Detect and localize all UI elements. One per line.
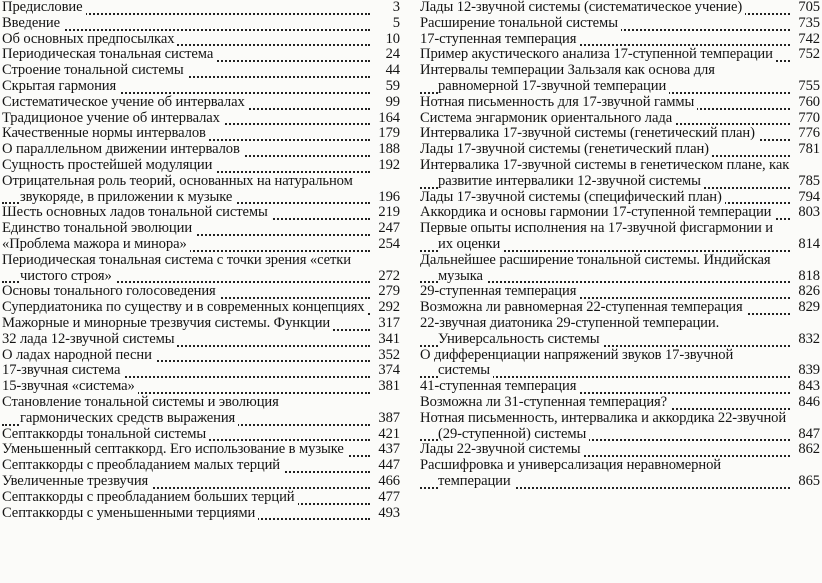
toc-entry-page: 794 (794, 190, 820, 206)
toc-entry (2, 142, 400, 158)
toc-entry-page: 254 (374, 237, 400, 253)
toc-entry-title: Основы тонального голосоведения (2, 283, 219, 299)
toc-entry-page: 317 (374, 316, 400, 332)
toc-entry (420, 95, 820, 111)
toc-entry-title: Предисловие (2, 0, 86, 15)
toc-entry-page: 247 (374, 221, 400, 237)
toc-entry-page: 862 (794, 442, 820, 458)
toc-entry-page: 164 (374, 111, 400, 127)
toc-entry-page: 826 (794, 284, 820, 300)
toc-entry-title: О дифференциации напряжений звуков 17-звучной системы (420, 346, 734, 379)
toc-entry-title: Лады 17-звучной системы (специфический план) (420, 189, 725, 205)
toc-entry-title: Септаккорды с преобладанием больших терций (2, 489, 298, 505)
toc-entry (420, 47, 820, 63)
toc-entry (2, 506, 400, 522)
toc-entry-title: 17-ступенная темперация (420, 31, 579, 47)
toc-entry (420, 395, 820, 411)
toc-entry (420, 126, 820, 142)
toc-entry-title: Систематическое учение об интервалах (2, 94, 248, 110)
toc-entry-page: 846 (794, 395, 820, 411)
toc-entry-title: Интервалика 17-звучной системы (генетический план) (420, 125, 758, 141)
toc-entry-page: 755 (794, 79, 820, 95)
toc-entry-page: 5 (374, 16, 400, 32)
toc-entry-page: 196 (374, 190, 400, 206)
toc-entry-title: 32 лада 12-звучной системы (2, 331, 177, 347)
toc-entry (420, 63, 820, 95)
toc-entry-title: 17-звучная система (2, 362, 123, 378)
toc-entry-title: Увеличенные трезвучия (2, 473, 151, 489)
toc-entry-title: Первые опыты исполнения на 17-звучной фисгармонии и их оценки (420, 220, 773, 252)
toc-entry-title: Септаккорды с уменьшенными терциями (2, 505, 258, 521)
toc-entry-page: 865 (794, 474, 820, 490)
toc-entry-title: Качественные нормы интервалов (2, 125, 209, 141)
toc-entry-title: Введение (2, 15, 63, 31)
toc-entry-page: 59 (374, 79, 400, 95)
toc-entry (2, 16, 400, 32)
toc-entry-title: Аккордика и основы гармонии 17-ступенной темперации (420, 204, 774, 220)
toc-entry (420, 221, 820, 253)
toc-right-column (420, 0, 820, 490)
toc-entry (2, 284, 400, 300)
toc-entry (2, 237, 400, 253)
toc-entry (420, 284, 820, 300)
toc-entry (420, 205, 820, 221)
toc-entry (420, 442, 820, 458)
toc-entry (2, 474, 400, 490)
toc-entry (2, 332, 400, 348)
toc-entry-page: 705 (794, 0, 820, 16)
toc-entry-page: 421 (374, 427, 400, 443)
toc-entry-page: 44 (374, 63, 400, 79)
toc-entry (420, 190, 820, 206)
toc-entry-page: 752 (794, 47, 820, 63)
toc-entry-title: 41-ступенная темперация (420, 378, 579, 394)
toc-entry-page: 847 (794, 427, 820, 443)
toc-entry-page: 477 (374, 490, 400, 506)
toc-entry-title: Лады 22-звучной системы (420, 441, 583, 457)
toc-entry-page: 803 (794, 205, 820, 221)
toc-entry (420, 458, 820, 490)
toc-entry-page: 843 (794, 379, 820, 395)
toc-entry-page: 785 (794, 174, 820, 190)
toc-entry (2, 316, 400, 332)
toc-entry (420, 379, 820, 395)
toc-entry (2, 363, 400, 379)
toc-entry-title: Лады 17-звучной системы (генетический план) (420, 141, 712, 157)
toc-entry-title: Становление тональной системы и эволюция гармонических средств выражения (2, 393, 279, 426)
toc-entry-title: Об основных предпосылках (2, 31, 177, 47)
toc-entry-page: 829 (794, 300, 820, 316)
toc-entry-page: 99 (374, 95, 400, 111)
toc-entry-page: 760 (794, 95, 820, 111)
toc-entry (420, 253, 820, 285)
toc-entry-page: 839 (794, 363, 820, 379)
toc-entry (2, 47, 400, 63)
toc-entry (420, 316, 820, 348)
toc-entry-page: 279 (374, 284, 400, 300)
toc-entry-page: 770 (794, 111, 820, 127)
toc-entry-page: 341 (374, 332, 400, 348)
toc-entry (2, 111, 400, 127)
toc-entry-title: Уменьшенный септаккорд. Его использование в музыке (2, 441, 347, 457)
toc-entry-title: Нотная письменность, интервалика и аккордика 22-звучной (29-ступенной) системы (420, 409, 787, 442)
toc-entry (2, 0, 400, 16)
toc-entry-title: О параллельном движении интервалов (2, 141, 243, 157)
toc-entry (420, 111, 820, 127)
toc-entry (2, 395, 400, 427)
toc-entry-page: 466 (374, 474, 400, 490)
toc-entry-title: Периодическая тональная система (2, 46, 216, 62)
toc-entry-page: 742 (794, 32, 820, 48)
toc-entry-title: Интервалика 17-звучной системы в генетическом плане, как развитие интервалики 12-звучной системы (420, 156, 790, 189)
toc-entry (2, 379, 400, 395)
toc-entry-title: Нотная письменность для 17-звучной гаммы (420, 94, 697, 110)
toc-entry-page: 10 (374, 32, 400, 48)
toc-entry-page: 3 (374, 0, 400, 16)
toc-entry (420, 0, 820, 16)
toc-entry-title: Возможна ли 31-ступенная темперация? (420, 394, 670, 410)
toc-entry (420, 300, 820, 316)
toc-entry-page: 179 (374, 126, 400, 142)
toc-entry-page: 818 (794, 269, 820, 285)
toc-entry-title: Супердиатоника по существу и в современных концепциях (2, 299, 368, 315)
toc-entry-page: 781 (794, 142, 820, 158)
toc-entry (2, 205, 400, 221)
toc-entry-title: Скрытая гармония (2, 78, 119, 94)
toc-entry-page: 374 (374, 363, 400, 379)
toc-entry (2, 158, 400, 174)
toc-entry-title: Отрицательная роль теорий, основанных на натуральном звукоряде, в приложении к музыке (2, 172, 353, 205)
toc-entry-page: 447 (374, 458, 400, 474)
toc-entry-page: 814 (794, 237, 820, 253)
toc-entry-title: Периодическая тональная система с точки зрения «сетки чистого строя» (2, 251, 352, 284)
toc-entry-page: 192 (374, 158, 400, 174)
toc-entry (2, 348, 400, 364)
toc-entry-title: Интервалы темперации Зальзаля как основа для равномерной 17-звучной темперации (420, 62, 715, 94)
toc-entry (2, 300, 400, 316)
toc-entry (2, 253, 400, 285)
toc-entry (2, 174, 400, 206)
toc-entry-title: Расшифровка и универсализация неравномерной темперации (420, 457, 721, 489)
toc-entry-title: Шесть основных ладов тональной системы (2, 204, 271, 220)
toc-entry-page: 832 (794, 332, 820, 348)
toc-entry-page: 387 (374, 411, 400, 427)
toc-entry-page: 381 (374, 379, 400, 395)
toc-entry (2, 95, 400, 111)
toc-entry-title: 15-звучная «система» (2, 378, 138, 394)
toc-entry (2, 490, 400, 506)
toc-entry-title: Мажорные и минорные трезвучия системы. Функции (2, 315, 333, 331)
toc-entry-title: Лады 12-звучной системы (систематическое учение) (420, 0, 745, 15)
toc-entry-page: 272 (374, 269, 400, 285)
toc-entry-page: 188 (374, 142, 400, 158)
toc-entry-title: 29-ступенная темперация (420, 283, 579, 299)
toc-entry (420, 16, 820, 32)
toc-entry-title: Традиционое учение об интервалах (2, 110, 223, 126)
toc-entry-title: Септаккорды с преобладанием малых терций (2, 457, 283, 473)
toc-entry-title: Единство тональной эволюции (2, 220, 195, 236)
toc-entry (2, 126, 400, 142)
toc-entry-page: 292 (374, 300, 400, 316)
toc-entry (420, 142, 820, 158)
toc-entry-page: 437 (374, 442, 400, 458)
toc-entry-page: 352 (374, 348, 400, 364)
toc-entry-title: Возможна ли равномерная 22-ступенная темперация (420, 299, 746, 315)
toc-entry-title: Расширение тональной системы (420, 15, 621, 31)
toc-entry (2, 63, 400, 79)
toc-entry (420, 158, 820, 190)
toc-entry-page: 735 (794, 16, 820, 32)
toc-entry-title: «Проблема мажора и минора» (2, 236, 190, 252)
toc-entry-page: 24 (374, 47, 400, 63)
toc-entry-title: Пример акустического анализа 17-ступенной темперации (420, 46, 776, 62)
toc-entry (2, 458, 400, 474)
toc-entry (2, 79, 400, 95)
toc-entry (2, 427, 400, 443)
toc-entry (2, 442, 400, 458)
toc-entry-title: Сущность простейшей модуляции (2, 157, 215, 173)
toc-entry-title: Септаккорды тональной системы (2, 426, 209, 442)
toc-entry (420, 348, 820, 380)
toc-entry (2, 221, 400, 237)
toc-entry-page: 776 (794, 126, 820, 142)
toc-entry (420, 411, 820, 443)
toc-entry-page: 493 (374, 506, 400, 522)
toc-entry-title: 22-звучная диатоника 29-ступенной темперации. Универсальность системы (420, 314, 720, 347)
toc-entry-title: Дальнейшее расширение тональной системы. Индийская музыка (420, 251, 771, 284)
toc-entry-page: 219 (374, 205, 400, 221)
toc-entry-title: Строение тональной системы (2, 62, 187, 78)
toc-left-column (2, 0, 400, 521)
toc-entry-title: О ладах народной песни (2, 347, 155, 363)
toc-entry-title: Система энгармоник ориентального лада (420, 110, 675, 126)
